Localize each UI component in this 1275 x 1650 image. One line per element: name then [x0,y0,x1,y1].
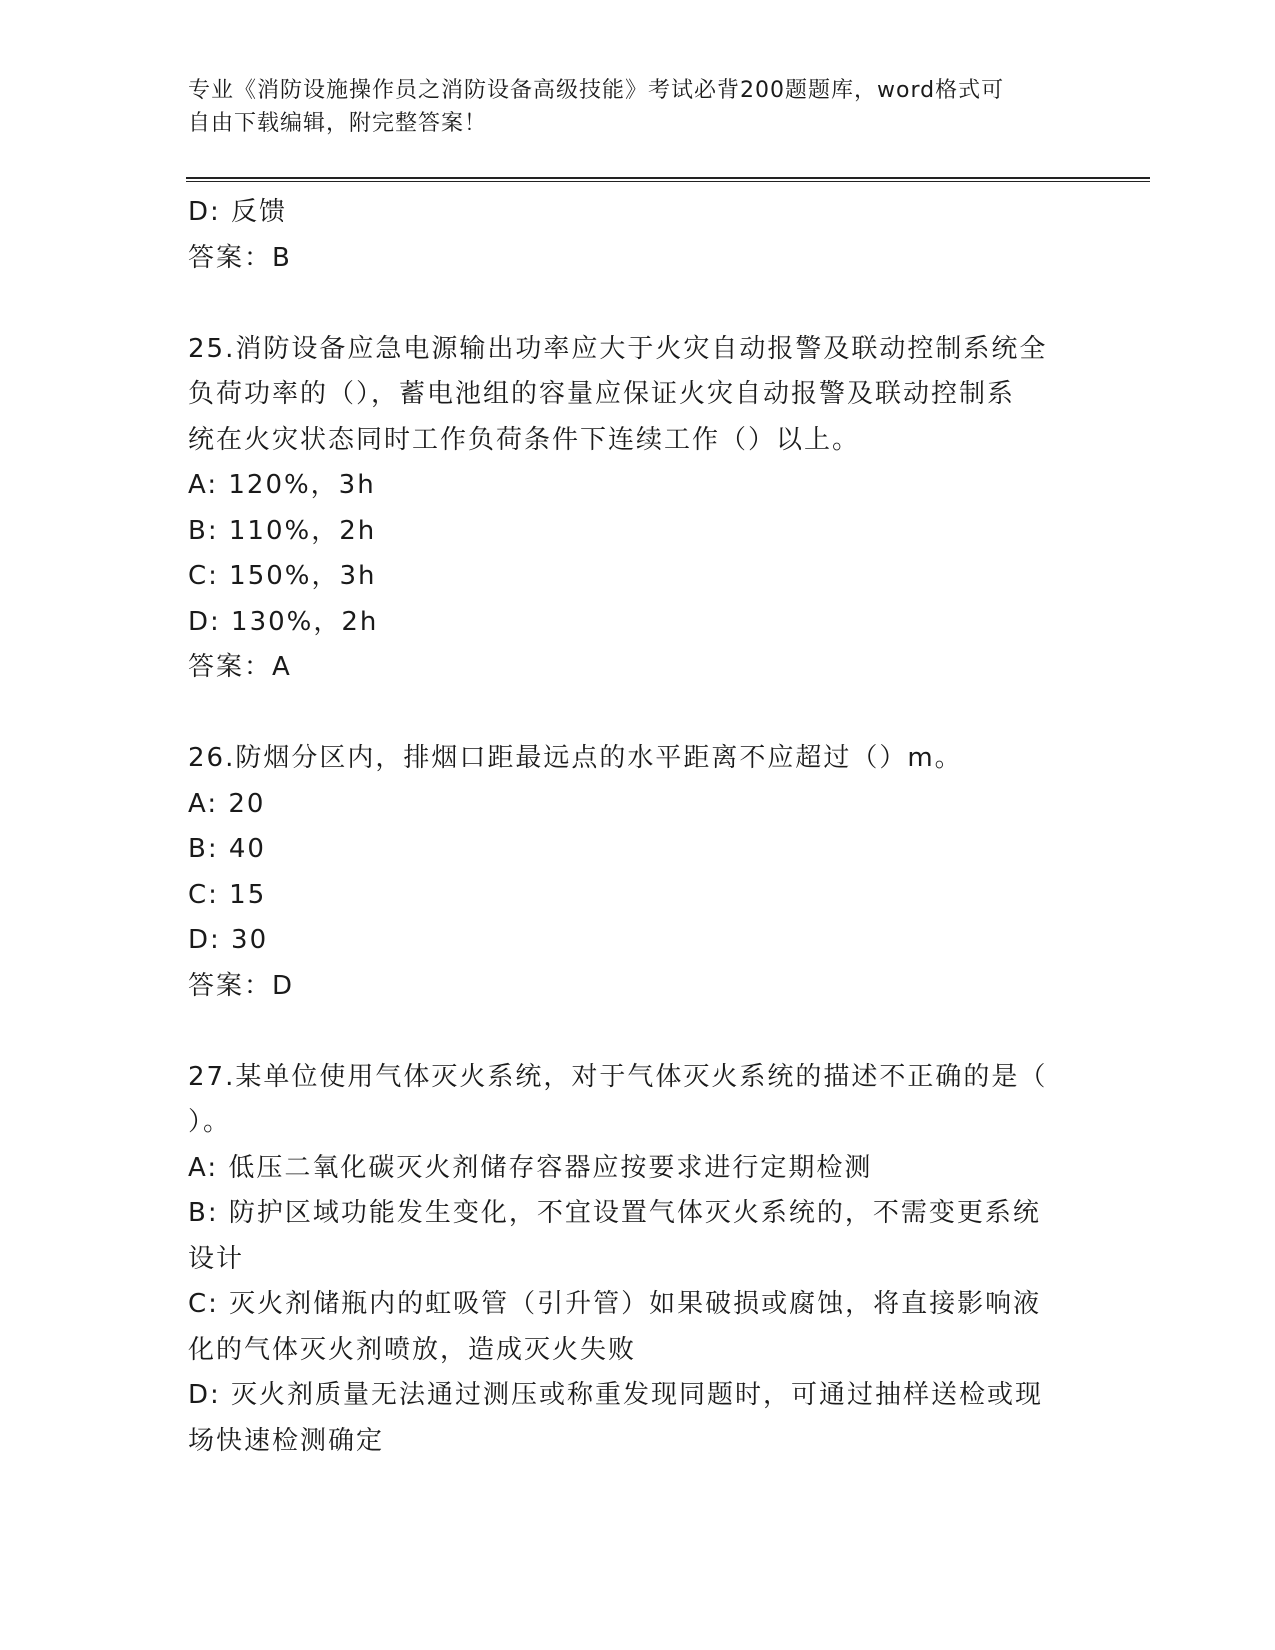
option-d: D: 反馈 [188,197,288,227]
header-divider [186,177,1150,182]
option-c: C: 150%，3h [188,561,377,591]
answer-label: 答案：D [188,970,295,1001]
question-stem-line: 27.某单位使用气体灭火系统，对于气体灭火系统的描述不正确的是（ [188,1061,1048,1092]
question-26 [188,736,1068,1009]
question-stem-line: 26.防烟分区内，排烟口距最远点的水平距离不应超过（）m。 [188,743,963,773]
option-a: A: 低压二氧化碳灭火剂储存容器应按要求进行定期检测 [188,1152,873,1183]
option-b: B: 40 [188,834,266,864]
option-c-continuation: 化的气体灭火剂喷放，造成灭火失败 [188,1334,637,1365]
spacer [188,691,1068,737]
option-d: D: 130%，2h [188,606,379,637]
option-d: D: 30 [188,925,269,955]
spacer [188,281,1068,327]
option-a: A: 120%，3h [188,470,376,500]
answer-label: 答案：B [188,242,292,273]
answer-label: 答案：A [188,652,292,682]
spacer [188,1009,1068,1055]
question-stem-line: 25.消防设备应急电源输出功率应大于火灾自动报警及联动控制系统全 [188,333,1048,364]
question-25 [188,327,1068,691]
header-title-line-2: 自由下载编辑，附完整答案！ [188,111,488,136]
option-b: B: 110%，2h [188,515,377,546]
question-stem-line: 统在火灾状态同时工作负荷条件下连续工作（）以上。 [188,424,861,455]
option-b-continuation: 设计 [188,1243,245,1274]
option-a: A: 20 [188,788,266,819]
question-27 [188,1055,1068,1465]
option-c: C: 15 [188,879,267,910]
option-d: D: 灭火剂质量无法通过测压或称重发现同题时，可通过抽样送检或现 [188,1380,1044,1410]
document-header [188,74,1068,140]
header-title-line-1: 专业《消防设施操作员之消防设备高级技能》考试必背200题题库，word格式可 [188,78,1005,103]
option-d-continuation: 场快速检测确定 [188,1425,385,1456]
question-stem-line: ）。 [188,1107,232,1137]
question-list [188,190,1068,1464]
option-c: C: 灭火剂储瓶内的虹吸管（引升管）如果破损或腐蚀，将直接影响液 [188,1289,1042,1319]
question-stem-line: 负荷功率的（），蓄电池组的容量应保证火灾自动报警及联动控制系 [188,379,1016,409]
option-b: B: 防护区域功能发生变化，不宜设置气体灭火系统的，不需变更系统 [188,1198,1041,1228]
